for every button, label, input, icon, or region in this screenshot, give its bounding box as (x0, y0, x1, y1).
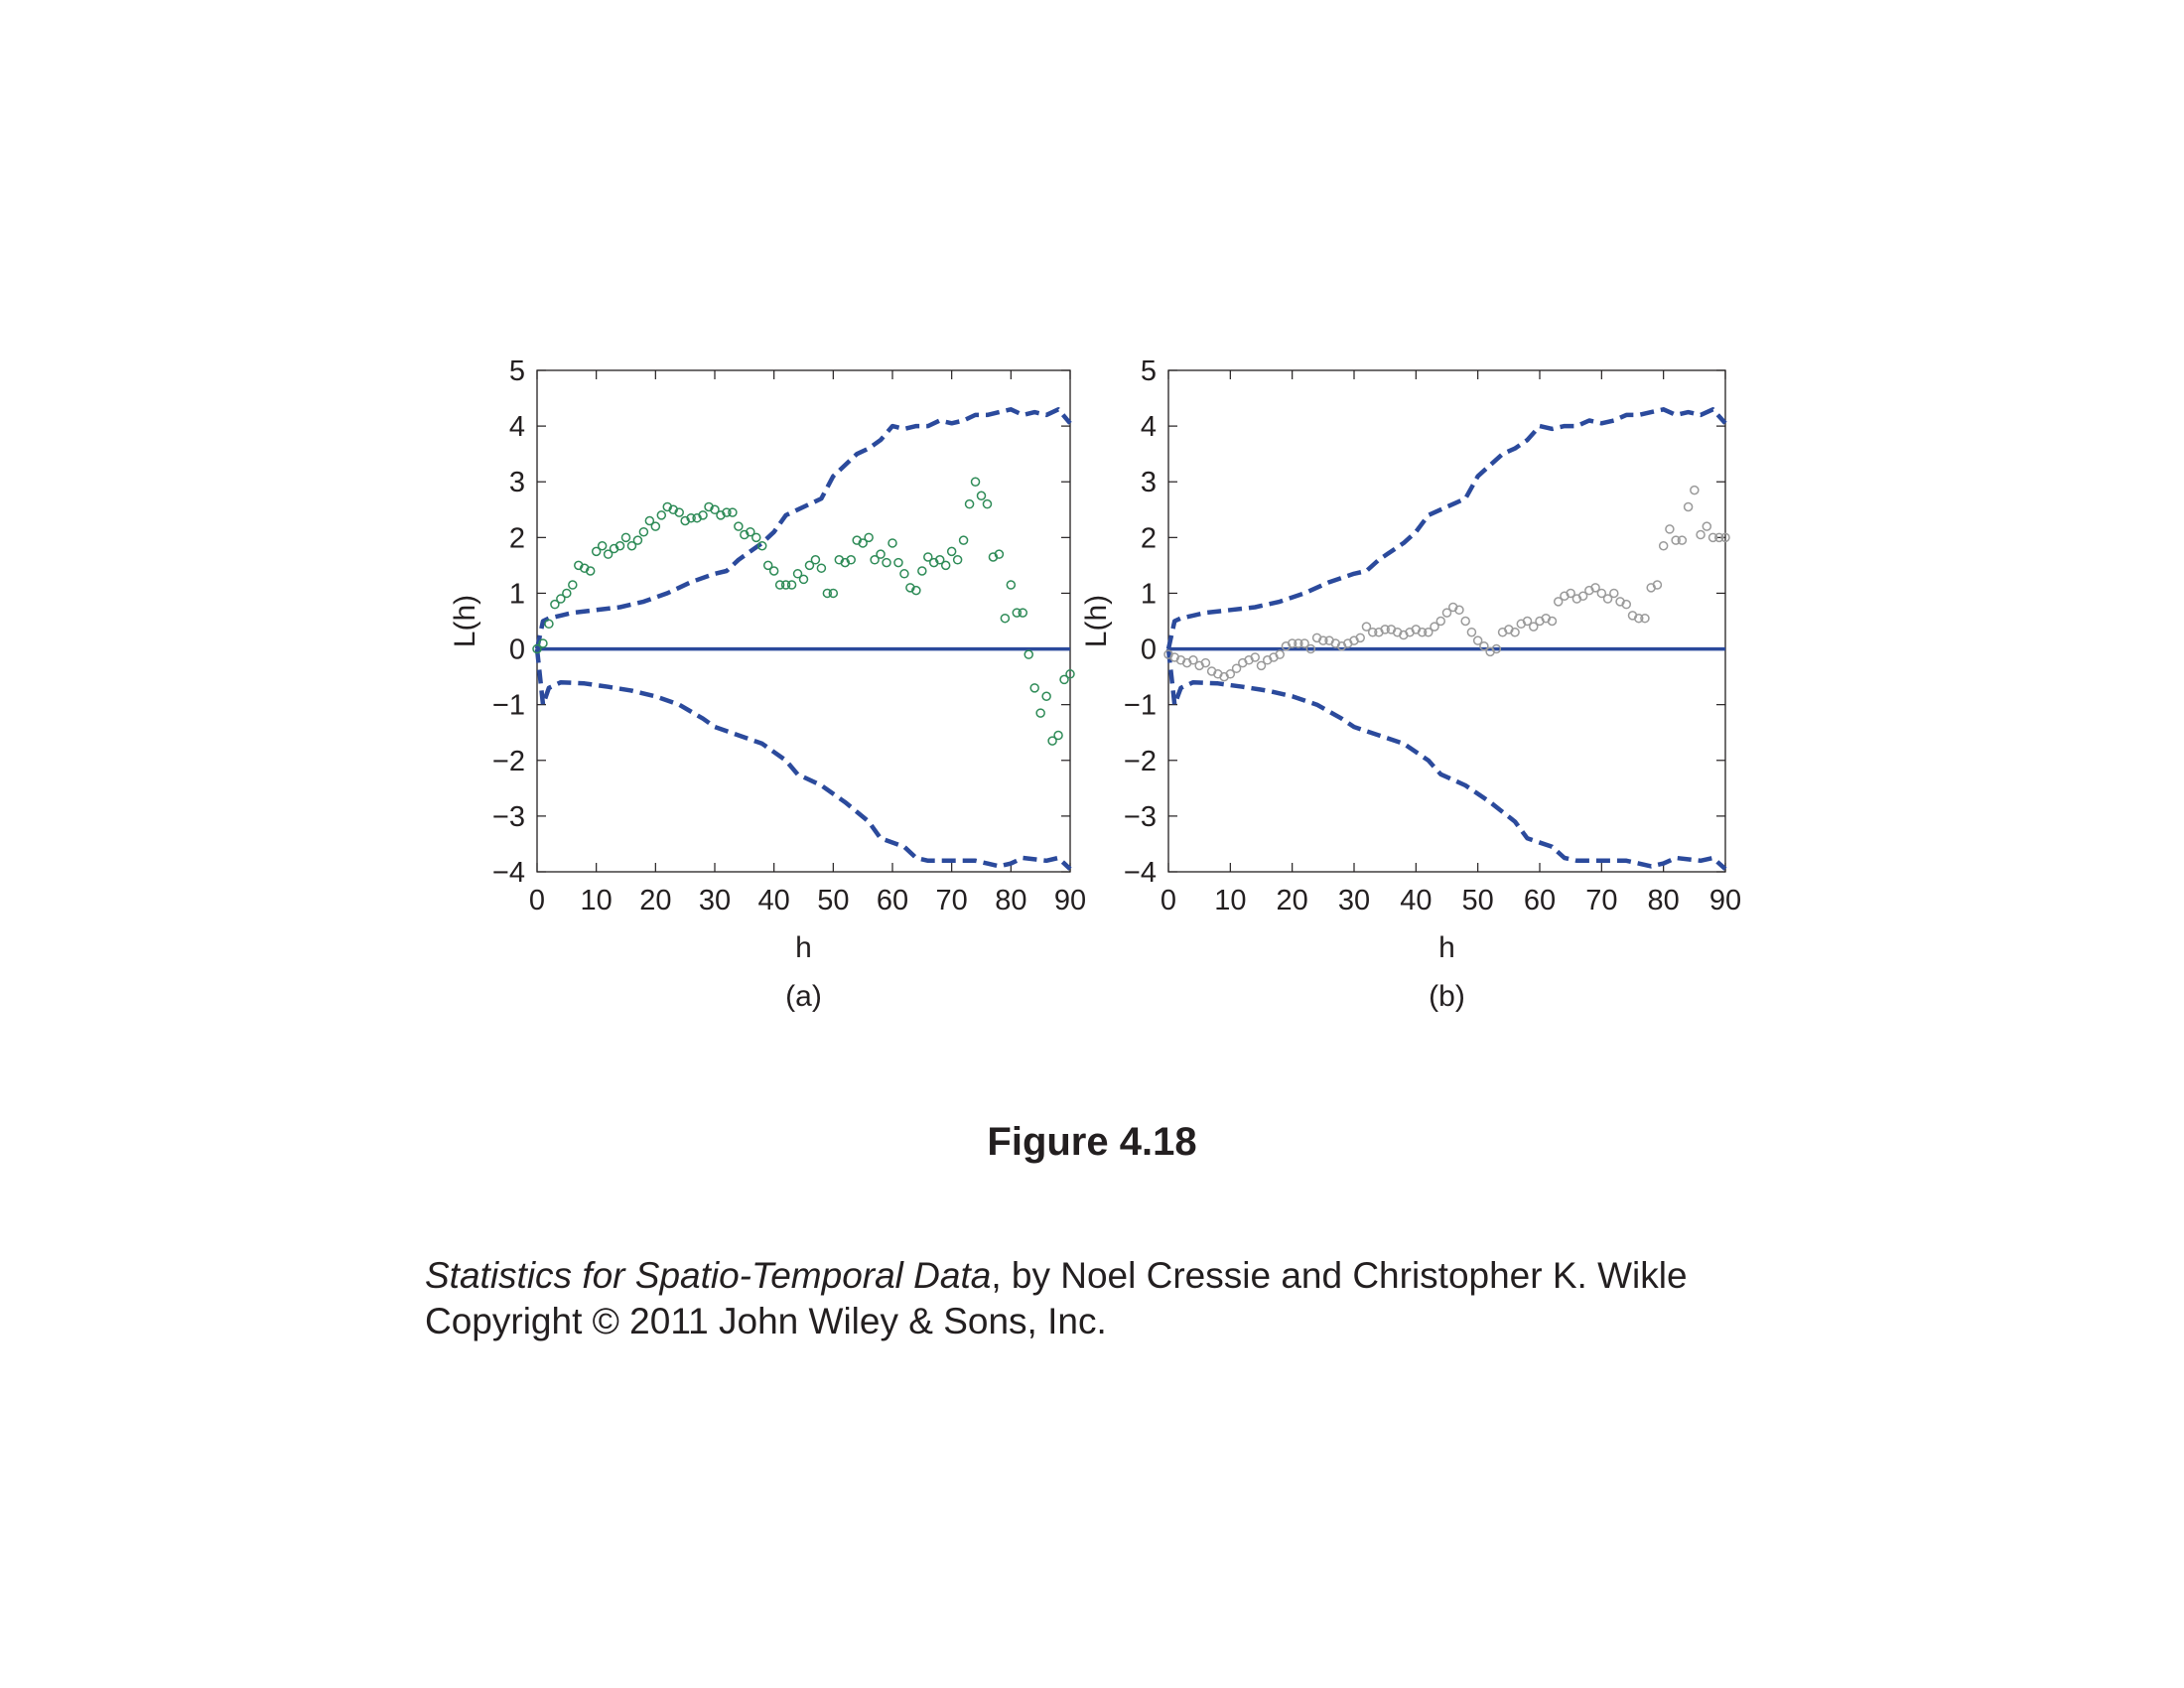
citation (425, 1253, 1688, 1344)
data-point (900, 570, 908, 578)
data-point (954, 556, 962, 564)
panel-b (1080, 355, 1741, 1013)
data-point (1697, 531, 1705, 539)
data-point (633, 536, 641, 544)
x-tick-label: 70 (1585, 885, 1618, 916)
y-tick-label: 3 (1140, 467, 1157, 499)
x-tick-label: 50 (1461, 885, 1494, 916)
x-tick-label: 20 (1276, 885, 1308, 916)
y-tick-label: −1 (1123, 689, 1157, 722)
panel-label: (b) (1429, 980, 1465, 1013)
data-point (735, 522, 743, 530)
data-point (622, 533, 630, 541)
x-axis-label: h (1438, 931, 1455, 964)
plot-frame (537, 370, 1070, 872)
data-point (788, 581, 796, 589)
y-tick-label: 2 (1140, 522, 1157, 555)
y-tick-label: 5 (1140, 355, 1157, 387)
upper-envelope-line (537, 409, 1070, 648)
y-tick-label: 1 (508, 578, 525, 611)
y-tick-label: −4 (491, 857, 525, 889)
y-tick-label: 4 (1140, 411, 1157, 444)
x-tick-label: 30 (1337, 885, 1371, 916)
data-point (1685, 502, 1693, 510)
y-tick-label: 3 (508, 467, 525, 499)
x-axis-label: h (795, 931, 812, 964)
data-point (865, 533, 873, 541)
data-point (1666, 525, 1674, 533)
panel-a (449, 355, 1086, 1013)
x-tick-label: 90 (1708, 885, 1742, 916)
data-point (752, 533, 760, 541)
data-point (960, 536, 968, 544)
data-point (1467, 629, 1475, 636)
figure-title: Figure 4.18 (987, 1120, 1197, 1164)
data-point (983, 500, 991, 508)
data-point (1030, 684, 1038, 692)
data-point (966, 500, 974, 508)
x-tick-label: 80 (1647, 885, 1680, 916)
data-point (817, 564, 825, 572)
data-point (1691, 487, 1699, 494)
y-tick-label: −2 (1123, 745, 1157, 777)
x-tick-label: 20 (639, 885, 672, 916)
data-point (1001, 615, 1009, 623)
data-point (894, 559, 902, 567)
data-point (1024, 650, 1032, 658)
data-point (770, 567, 778, 575)
data-point (639, 528, 647, 536)
data-point (1019, 609, 1026, 617)
y-tick-label: 0 (1140, 633, 1157, 666)
book-title: Statistics for Spatio-Temporal Data (425, 1255, 992, 1296)
data-point (888, 539, 896, 547)
x-tick-label: 40 (1400, 885, 1433, 916)
x-tick-label: 10 (1214, 885, 1247, 916)
data-point (729, 508, 737, 516)
x-tick-label: 60 (876, 885, 909, 916)
data-point (651, 522, 659, 530)
y-tick-label: 1 (1140, 578, 1157, 611)
data-point (1036, 709, 1044, 717)
data-point (829, 589, 837, 597)
data-point (569, 581, 577, 589)
data-point (1660, 542, 1668, 550)
data-point (877, 550, 885, 558)
data-point (972, 478, 980, 486)
data-point (1054, 732, 1062, 740)
y-tick-label: 2 (508, 522, 525, 555)
upper-envelope-line (1168, 409, 1725, 648)
data-point (563, 589, 571, 597)
y-tick-label: 4 (508, 411, 525, 444)
x-tick-label: 30 (698, 885, 732, 916)
y-tick-label: −3 (1123, 800, 1157, 833)
data-point (1042, 692, 1050, 700)
y-axis-label: L(h) (1080, 594, 1113, 648)
data-point (978, 492, 986, 499)
x-tick-label: 50 (817, 885, 850, 916)
data-point (942, 561, 950, 569)
data-point (948, 547, 956, 555)
lower-envelope-line (537, 649, 1070, 870)
x-tick-label: 90 (1053, 885, 1087, 916)
data-point (811, 556, 819, 564)
y-tick-label: 5 (508, 355, 525, 387)
book-authors: , by Noel Cressie and Christopher K. Wikle (991, 1255, 1688, 1296)
y-tick-label: −1 (491, 689, 525, 722)
y-tick-label: −3 (491, 800, 525, 833)
citation-line-1 (425, 1253, 1688, 1299)
data-point (599, 542, 607, 550)
y-tick-label: 0 (508, 633, 525, 666)
data-point (545, 620, 553, 628)
data-point (883, 559, 890, 567)
x-tick-label: 80 (995, 885, 1027, 916)
data-point (1610, 589, 1618, 597)
y-tick-label: −2 (491, 745, 525, 777)
x-tick-label: 70 (935, 885, 968, 916)
data-point (1007, 581, 1015, 589)
x-tick-label: 0 (1160, 885, 1177, 916)
x-tick-label: 60 (1523, 885, 1557, 916)
data-point (1703, 522, 1710, 530)
x-tick-label: 0 (528, 885, 546, 916)
copyright-line: Copyright © 2011 John Wiley & Sons, Inc. (425, 1301, 1107, 1341)
data-point (1436, 618, 1444, 626)
y-axis-label: L(h) (449, 594, 481, 648)
x-tick-label: 10 (580, 885, 613, 916)
data-point (800, 575, 808, 583)
y-tick-label: −4 (1123, 857, 1157, 889)
data-point (918, 567, 926, 575)
data-point (657, 511, 665, 519)
lower-envelope-line (1168, 649, 1725, 870)
data-point (1461, 618, 1469, 626)
x-tick-label: 40 (757, 885, 790, 916)
panel-label: (a) (785, 980, 822, 1013)
